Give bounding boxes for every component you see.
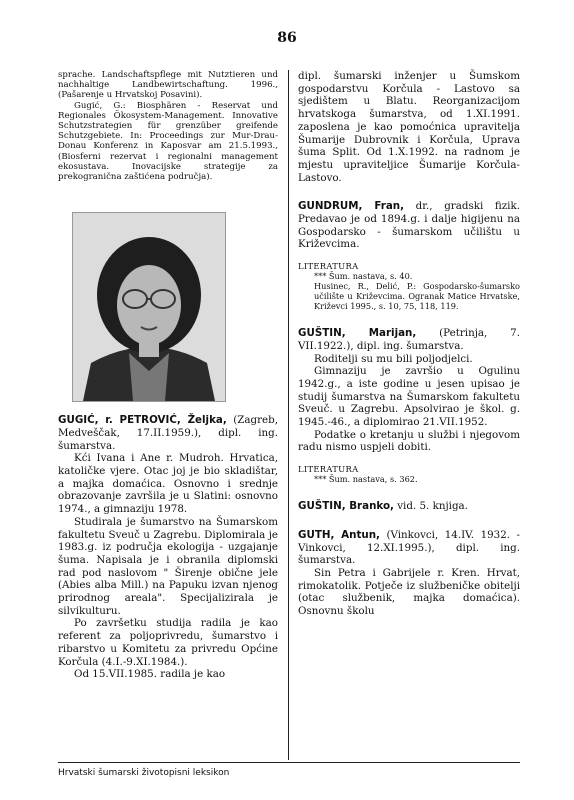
footer-rule bbox=[58, 762, 520, 763]
entry-gugic-rest: (Zagreb, Medveščak, 17.II.1959.), dipl. ing. šumarstva. bbox=[58, 414, 278, 452]
entry-guth-rest: (Vinkovci, 14.IV. 1932. - Vinkovci, 12.XI.1995.), dipl. ing. šumarstva. bbox=[298, 528, 521, 567]
entry-gustin-branko-head: GUŠTIN, Branko, bbox=[298, 500, 394, 513]
entry-gustin-marijan-head: GUŠTIN, Marijan, bbox=[298, 327, 417, 340]
entry-gundrum-lit-1: *** Šum. nastava, s. 40. bbox=[314, 271, 413, 282]
entry-gugic-p3: Po završetku studija radila je kao referent za poljoprivredu, šumarstvo i ribarstvo u Komitetu za privredu Općine Korčula (4.I.-9.XI.1984.). bbox=[58, 617, 278, 668]
entry-gundrum-lit-2: Husinec, R., Delić, P.: Gospodarsko-šumarsko učilište u Križevcima. Ogranak Matice Hrvatske, Križevci 1995., s. 10, 75, 118, 119. bbox=[314, 281, 520, 312]
right-column bbox=[298, 70, 520, 618]
literature-label: LITERATURA bbox=[298, 261, 359, 272]
entry-gundrum-head: GUNDRUM, Fran, bbox=[298, 200, 405, 213]
entry-guth-p1: Sin Petra i Gabrijele r. Kren. Hrvat, rimokatolik. Potječe iz službeničke obitelji (otac službenik, majka domaćica). Osnovnu školu bbox=[298, 566, 520, 618]
entry-gugic-continued: dipl. šumarski inženjer u Šumskom gospodarstvu Korčula - Lastovo sa sjedištem u Blatu. Reorganizacijom hrvatskoga šumarstva, od 1.XI.1991. zaposlena je kao pomoćnica upravitelja Šumarije Dubrovnik i Korčula, Uprava šuma Split. Od 1.X.1992. na radnom je mjestu upraviteljice Šumarije Korčula-Lastovo. bbox=[298, 70, 520, 184]
left-top-text-2: Gugić, G.: Biosphären - Reservat und Regionales Ökosystem-Management. Innovative Schutzstrategien für grenzüber greifende Schutzgebiete. In: Proceedings zur Mur-Drau-Donau Konferenz in Kaposvar am 21.5.1993., (Biosferni rezervat i regionalni management ekosustava. Inovacijske strategije za prekogranična zaštićena područja). bbox=[58, 100, 278, 183]
footer-text: Hrvatski šumarski životopisni leksikon bbox=[58, 768, 230, 778]
literature-label: LITERATURA bbox=[298, 464, 359, 475]
entry-guth-head: GUTH, Antun, bbox=[298, 528, 380, 541]
entry-guth bbox=[298, 529, 520, 618]
entry-gugic-p1: Kći Ivana i Ane r. Mudroh. Hrvatica, katoličke vjere. Otac joj je bio skladištar, a majka domaćica. Osnovno i srednje obrazovanje završila je u Slatini: osnovno 1974., a gimnaziju 1978. bbox=[58, 452, 278, 516]
column-divider bbox=[288, 70, 289, 760]
entry-gustin-branko-rest: vid. 5. knjiga. bbox=[393, 500, 468, 513]
entry-gugic-p2: Studirala je šumarstvo na Šumarskom fakultetu Sveuč u Zagrebu. Diplomirala je 1983.g. iz područja ekologija - uzgajanje šuma. Napisala je i obranila diplomski rad pod naslovom " Širenje obične jele (Abies alba Mill.) na Papuku izvan njenog prirodnog areala". Specijalizirala je silvikulturu. bbox=[58, 515, 278, 617]
entry-gustin-marijan-p1: Roditelji su mu bili poljodjelci. bbox=[314, 352, 473, 365]
entry-gustin-marijan bbox=[298, 327, 520, 484]
entry-gundrum-rest: dr., gradski fizik. Predavao je od 1894.g. i dalje higijenu na Gospodarsko - šumarskom učilištu u Križevcima. bbox=[298, 200, 520, 251]
entry-gustin-marijan-p2: Gimnaziju je završio u Ogulinu 1942.g., a iste godine u jesen upisao je studij šumarstva na Šumarskom fakultetu Sveuč. u Zagrebu. Apsolvirao je škol. g. 1945.-46., a diplomirao 21.VII.1952. bbox=[298, 365, 520, 429]
entry-gustin-branko bbox=[298, 500, 520, 513]
entry-gugic bbox=[58, 414, 278, 452]
portrait-image bbox=[73, 213, 225, 401]
left-column bbox=[58, 70, 278, 681]
portrait-photo bbox=[72, 212, 226, 402]
entry-gustin-marijan-p3: Podatke o kretanju u službi i njegovom radu nismo uspjeli dobiti. bbox=[298, 428, 520, 454]
page-number: 86 bbox=[277, 30, 297, 46]
entry-gundrum bbox=[298, 200, 520, 311]
entry-gustin-marijan-rest: (Petrinja, 7. VII.1922.), dipl. ing. šumarstva. bbox=[298, 327, 520, 352]
entry-gugic-head: GUGIĆ, r. PETROVIĆ, Željka, bbox=[58, 414, 227, 427]
entry-gugic-p4: Od 15.VII.1985. radila je kao bbox=[74, 668, 226, 681]
left-top-text: sprache. Landschaftspflege mit Nutztieren und nachhaltige Landbewirtschaftung. 1996., (Pašarenje u Hrvatskoj Posavini). bbox=[58, 70, 278, 101]
entry-gustin-marijan-lit-1: *** Šum. nastava, s. 362. bbox=[314, 474, 418, 485]
